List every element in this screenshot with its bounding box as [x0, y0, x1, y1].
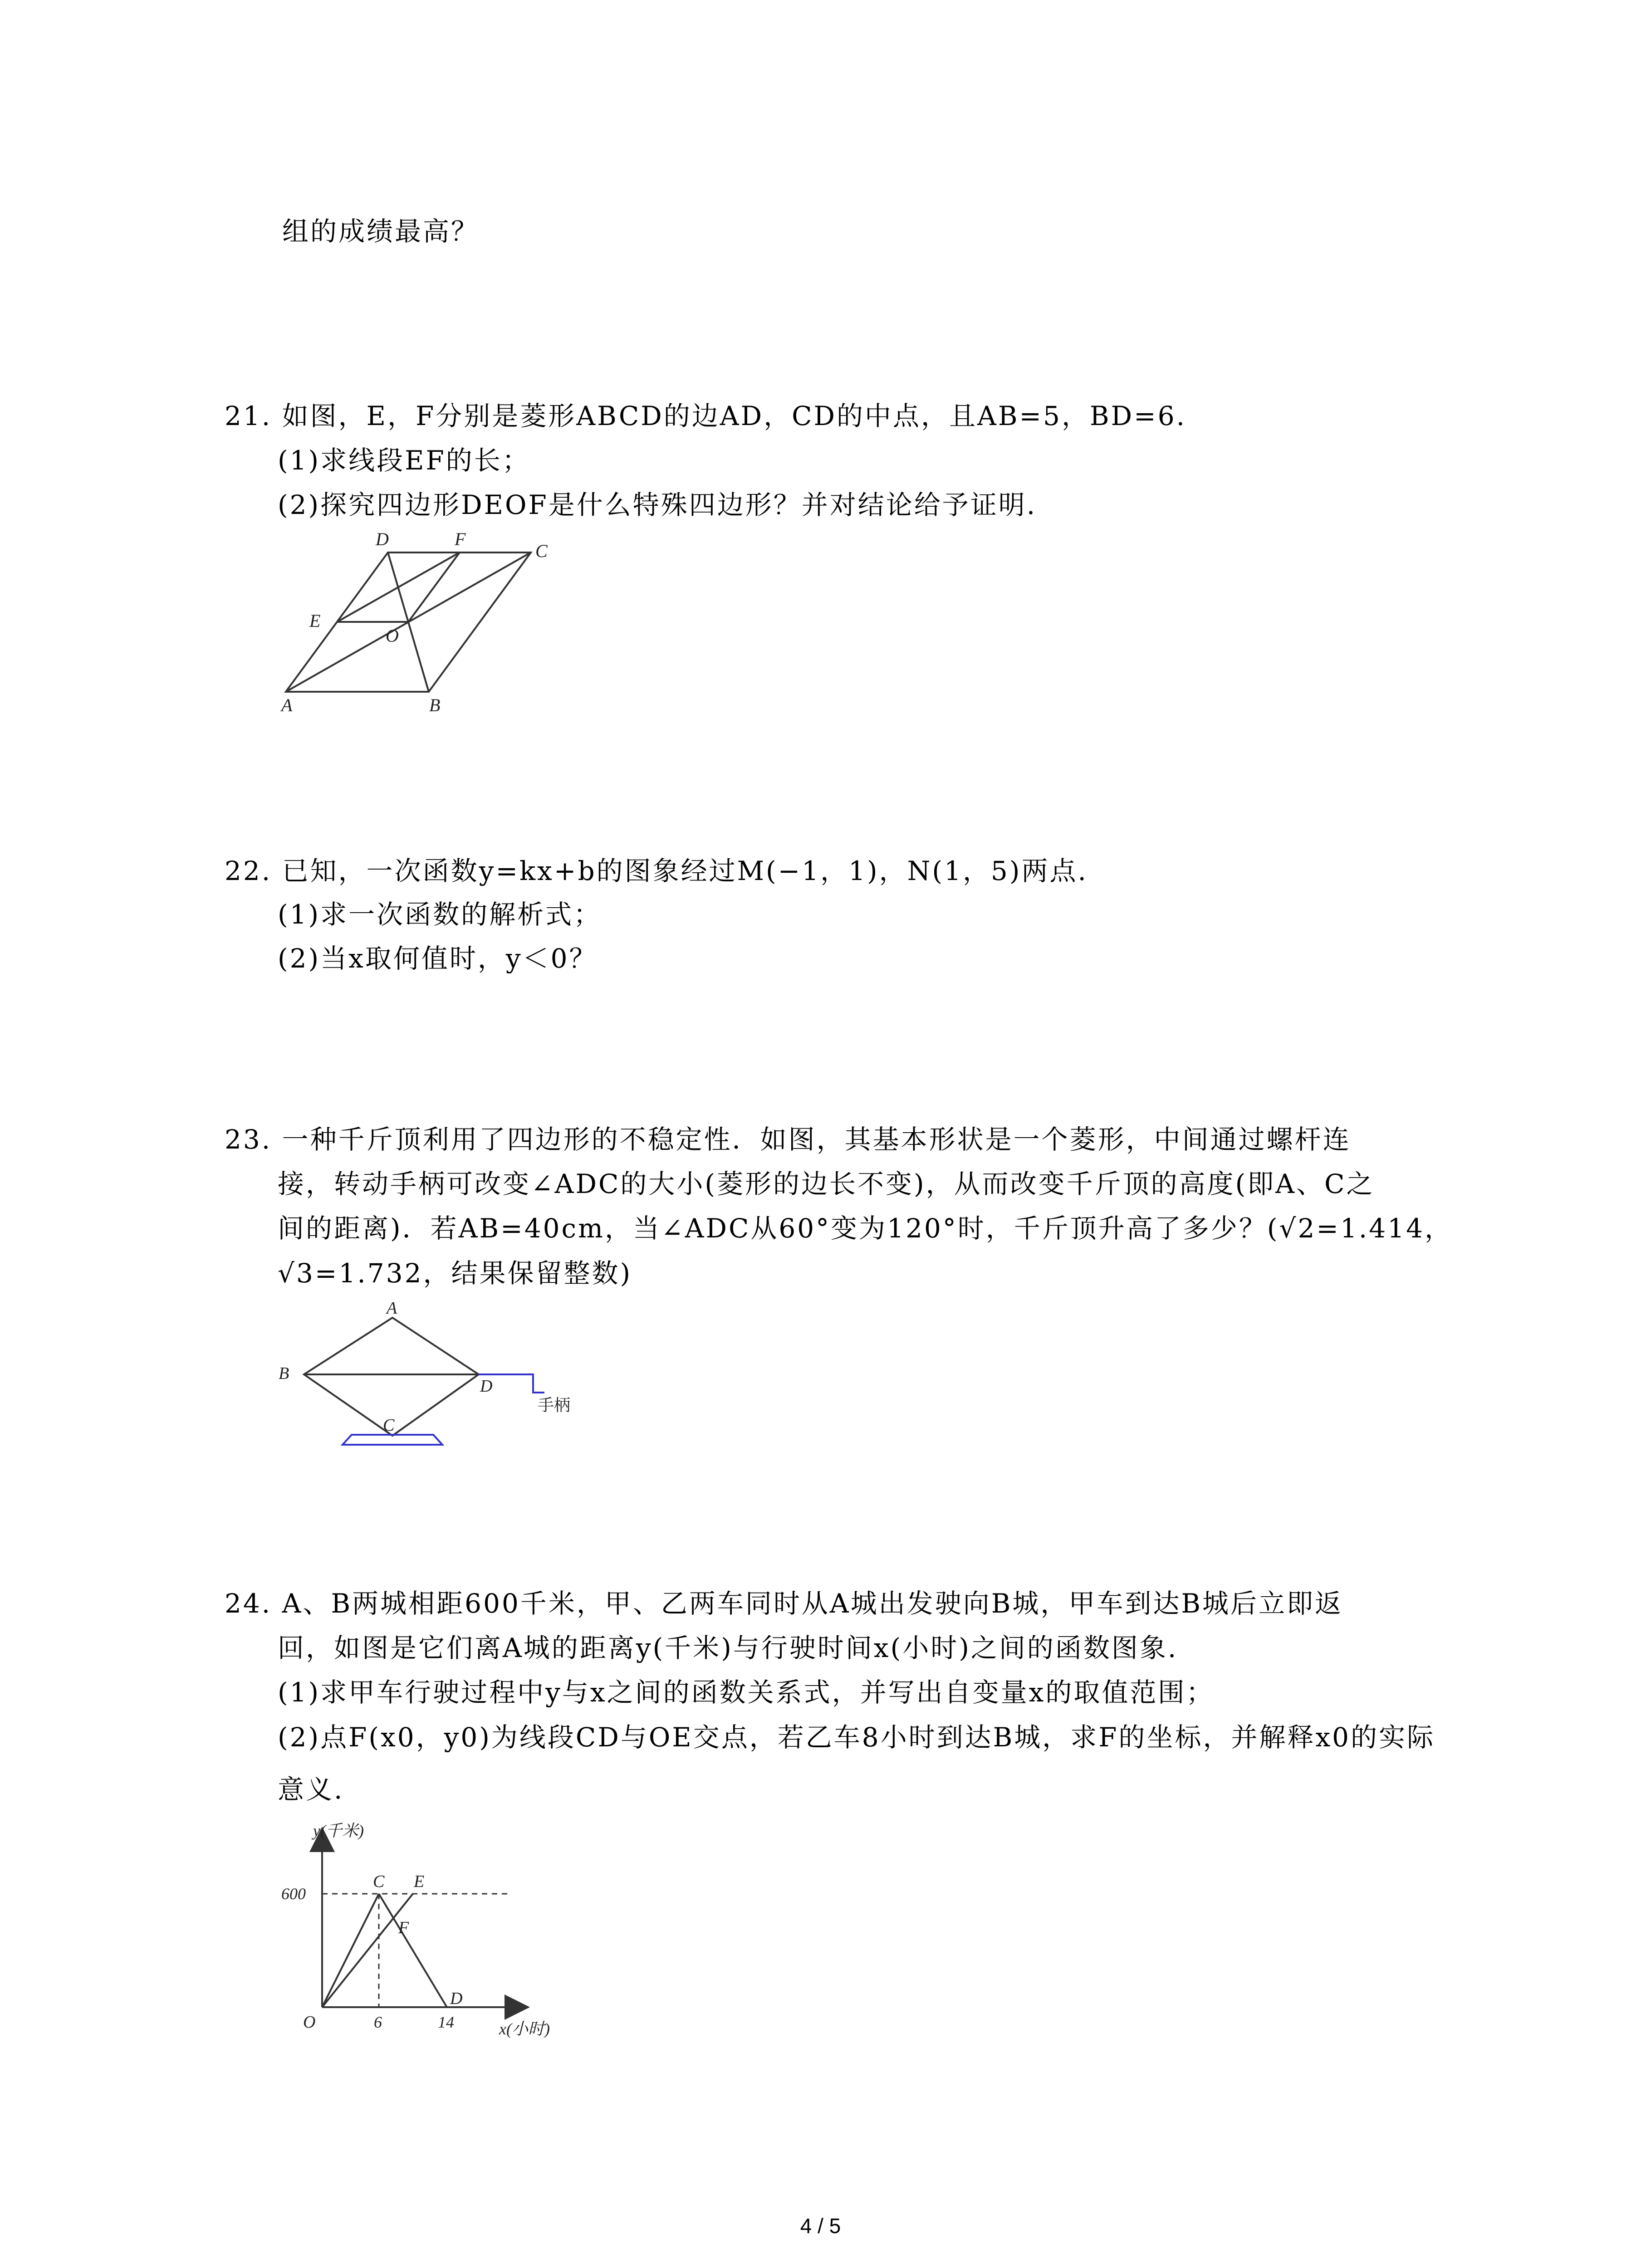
- q21-figure: [272, 529, 548, 715]
- label-c: C: [383, 1416, 395, 1435]
- q22-part1: (1)求一次函数的解析式；: [278, 899, 602, 930]
- text-line-continuation: 组的成绩最高？: [282, 216, 480, 247]
- q24-part1: (1)求甲车行驶过程中y与x之间的函数关系式，并写出自变量x的取值范围；: [278, 1677, 1215, 1708]
- q23-line4: √3=1.732，结果保留整数): [278, 1258, 632, 1289]
- q24-figure: [268, 1814, 585, 2068]
- label-d: D: [480, 1377, 493, 1396]
- label-a: A: [387, 1299, 397, 1318]
- q21-stem: 21. 如图，E，F分别是菱形ABCD的边AD，CD的中点，且AB=5，BD=6.: [225, 401, 1187, 431]
- point-e: E: [414, 1872, 425, 1891]
- x-tick-6: 6: [374, 2013, 382, 2031]
- point-d: D: [450, 1989, 463, 2008]
- q22-stem: 22. 已知，一次函数y=kx+b的图象经过M(−1，1)，N(1，5)两点.: [225, 855, 1088, 886]
- label-f: F: [455, 529, 466, 549]
- label-c: C: [535, 541, 548, 561]
- q24-line1: 24. A、B两城相距600千米，甲、乙两车同时从A城出发驶向B城，甲车到达B城后立即返: [225, 1588, 1343, 1619]
- label-o: O: [386, 626, 399, 646]
- q23-line3: 间的距离)．若AB=40cm，当∠ADC从60°变为120°时，千斤顶升高了多少？(√2=1.414，: [278, 1213, 1453, 1244]
- y-axis-label: y(千米): [313, 1822, 364, 1840]
- page-number: 4 / 5: [800, 2214, 841, 2238]
- handle-shape: [343, 1374, 544, 1445]
- y-tick-600: 600: [281, 1885, 306, 1903]
- label-e: E: [309, 611, 321, 631]
- q24-line2: 回，如图是它们离A城的距离y(千米)与行驶时间x(小时)之间的函数图象.: [278, 1633, 1178, 1663]
- x-axis-label: x(小时): [499, 2020, 550, 2038]
- handle-label: 手柄: [538, 1396, 571, 1415]
- label-b: B: [279, 1364, 289, 1383]
- label-b: B: [429, 695, 441, 715]
- label-d: D: [376, 529, 389, 549]
- q21-part2: (2)探究四边形DEOF是什么特殊四边形？并对结论给予证明.: [278, 489, 1037, 520]
- q22-part2: (2)当x取何值时，y＜0？: [278, 943, 598, 974]
- point-f: F: [398, 1918, 409, 1937]
- q23-line1: 23. 一种千斤顶利用了四边形的不稳定性．如图，其基本形状是一个菱形，中间通过螺杆连: [225, 1124, 1351, 1155]
- q24-part2-cont: 意义.: [278, 1774, 344, 1805]
- q24-part2: (2)点F(x0，y0)为线段CD与OE交点，若乙车8小时到达B城，求F的坐标，并解释x0的实际: [278, 1722, 1435, 1753]
- q21-part1: (1)求线段EF的长；: [278, 445, 530, 476]
- q23-figure: [272, 1297, 617, 1452]
- q23-line2: 接，转动手柄可改变∠ADC的大小(菱形的边长不变)，从而改变千斤顶的高度(即A、C之: [278, 1168, 1375, 1199]
- point-c: C: [373, 1872, 385, 1891]
- origin-label: O: [303, 2013, 316, 2032]
- label-a: A: [281, 695, 293, 715]
- x-tick-14: 14: [438, 2013, 454, 2031]
